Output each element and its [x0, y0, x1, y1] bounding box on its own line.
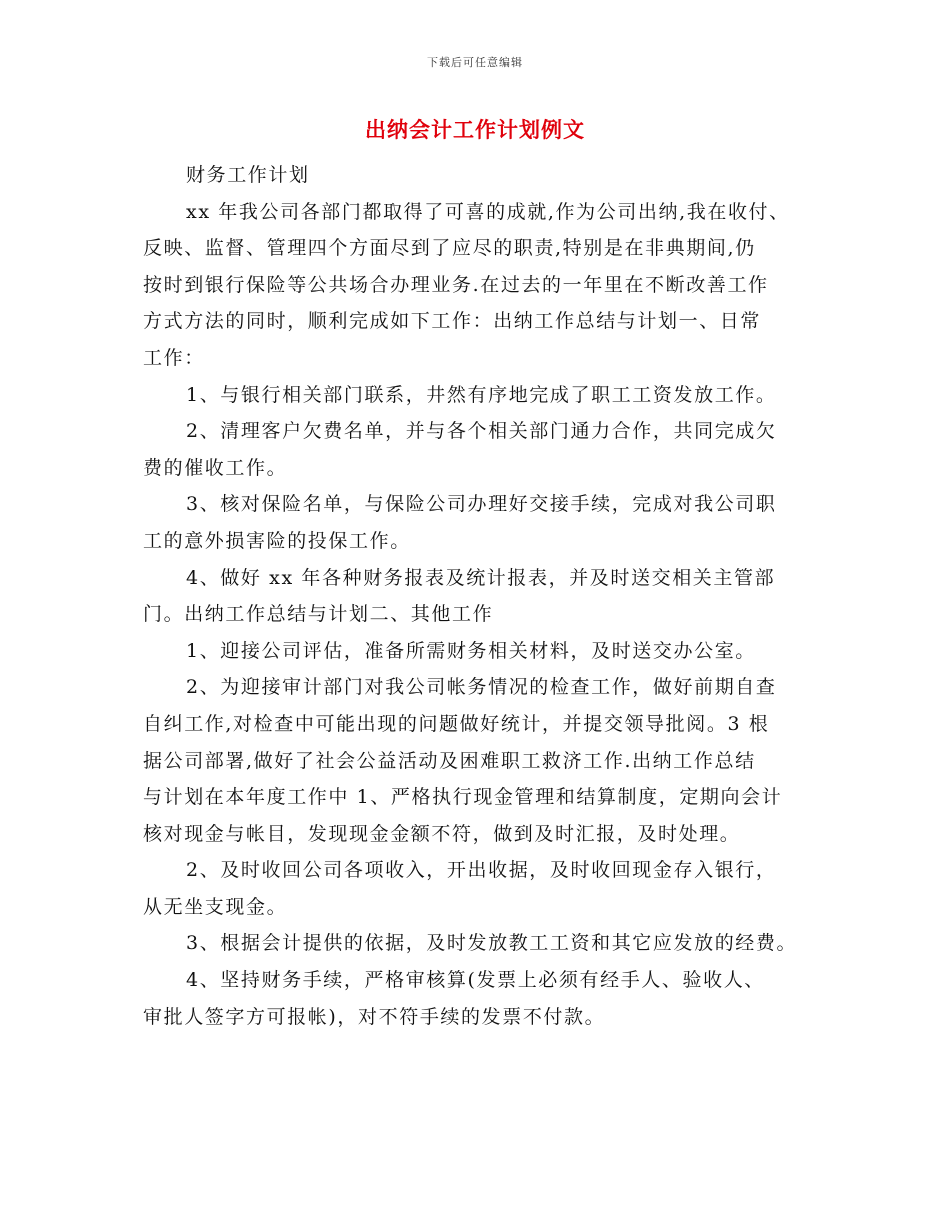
body-line: 费的催收工作。: [143, 456, 288, 479]
body-line: 3、核对保险名单，与保险公司办理好交接手续，完成对我公司职: [186, 493, 777, 516]
body-line-subtitle: 财务工作计划: [186, 164, 310, 186]
body-line: 与计划在本年度工作中 1、严格执行现金管理和结算制度，定期向会计: [143, 786, 783, 809]
body-line: 4、做好 xx 年各种财务报表及统计报表，并及时送交相关主管部: [186, 566, 776, 589]
body-line: 据公司部署,做好了社会公益活动及困难职工救济工作.出纳工作总结: [143, 749, 756, 772]
body-line: 反映、监督、管理四个方面尽到了应尽的职责,特别是在非典期间,仍: [143, 237, 756, 260]
body-line: 2、清理客户欠费名单，并与各个相关部门通力合作，共同完成欠: [186, 420, 777, 443]
body-line: 1、与银行相关部门联系，井然有序地完成了职工工资发放工作。: [186, 383, 777, 406]
body-line: 1、迎接公司评估，准备所需财务相关材料，及时送交办公室。: [186, 639, 756, 662]
body-line: 工作：: [143, 346, 205, 369]
body-line: 2、及时收回公司各项收入，开出收据，及时收回现金存入银行，: [186, 859, 777, 882]
body-line: 3、根据会计提供的依据，及时发放教工工资和其它应发放的经费。: [186, 932, 798, 955]
body-line: 4、坚持财务手续，严格审核算(发票上必须有经手人、验收人、: [186, 969, 765, 992]
body-line: 按时到银行保险等公共场合办理业务.在过去的一年里在不断改善工作: [143, 273, 769, 296]
body-line: 审批人签字方可报帐)，对不符手续的发票不付款。: [143, 1005, 606, 1028]
body-line: 核对现金与帐目，发现现金金额不符，做到及时汇报，及时处理。: [143, 822, 741, 845]
body-line: xx 年我公司各部门都取得了可喜的成就,作为公司出纳,我在收付、: [186, 200, 790, 223]
body-line: 方式方法的同时，顺利完成如下工作：出纳工作总结与计划一、日常: [143, 310, 762, 333]
body-line: 自纠工作,对检查中可能出现的问题做好统计，并提交领导批阅。3 根: [143, 712, 770, 735]
body-line: 2、为迎接审计部门对我公司帐务情况的检查工作，做好前期自查: [186, 676, 777, 699]
body-line: 从无坐支现金。: [143, 895, 288, 918]
body-line: 工的意外损害险的投保工作。: [143, 529, 411, 552]
document-body: [143, 157, 823, 1035]
page-header-note: 下载后可任意编辑: [427, 56, 523, 69]
body-line: 门。出纳工作总结与计划二、其他工作: [143, 603, 494, 626]
document-title: 出纳会计工作计划例文: [365, 117, 585, 142]
